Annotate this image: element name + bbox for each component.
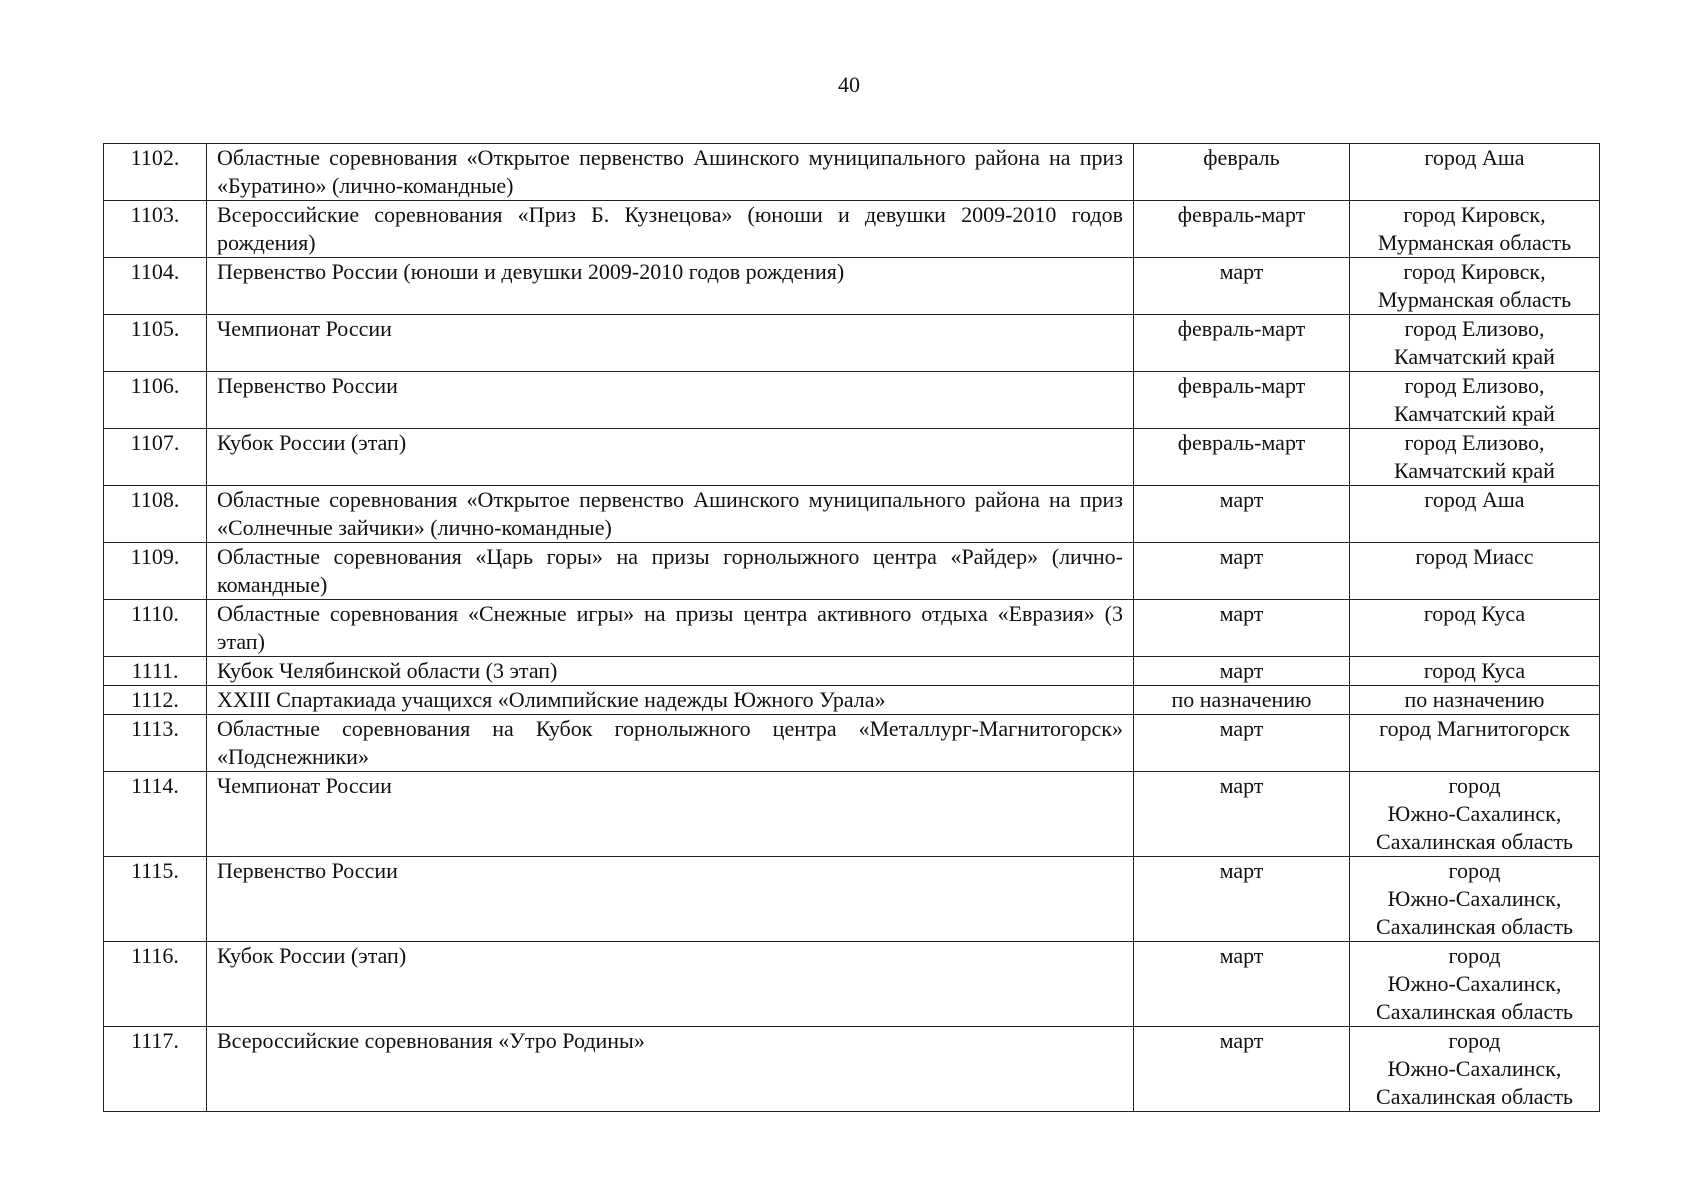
place-line: Сахалинская область <box>1376 914 1573 939</box>
place-line: Камчатский край <box>1394 344 1555 369</box>
event-name: Областные соревнования «Открытое первенство Ашинского муниципального района на приз «Буратино» (лично-командные) <box>207 144 1134 201</box>
place-line: Южно-Сахалинск, <box>1387 886 1562 911</box>
event-place <box>1350 600 1600 657</box>
event-place <box>1350 429 1600 486</box>
event-dates: март <box>1134 715 1350 772</box>
table-row <box>104 486 1600 543</box>
row-number: 1105. <box>104 315 207 372</box>
place-line: город Аша <box>1424 145 1525 170</box>
table-row <box>104 857 1600 942</box>
table-row <box>104 772 1600 857</box>
place-line: город Елизово, <box>1404 373 1545 398</box>
event-name: Областные соревнования «Царь горы» на призы горнолыжного центра «Райдер» (лично-командные) <box>207 543 1134 600</box>
place-line: Мурманская область <box>1377 230 1572 255</box>
row-number: 1114. <box>104 772 207 857</box>
event-name: Первенство России <box>207 857 1134 942</box>
event-dates: март <box>1134 772 1350 857</box>
place-line: город Кировск, <box>1403 259 1546 284</box>
event-place <box>1350 258 1600 315</box>
place-line: Сахалинская область <box>1376 999 1573 1024</box>
event-name: Всероссийские соревнования «Утро Родины» <box>207 1027 1134 1112</box>
event-dates: март <box>1134 657 1350 686</box>
event-dates: март <box>1134 1027 1350 1112</box>
event-name: Первенство России (юноши и девушки 2009-2010 годов рождения) <box>207 258 1134 315</box>
event-dates: февраль-март <box>1134 201 1350 258</box>
event-place <box>1350 315 1600 372</box>
event-dates: февраль-март <box>1134 315 1350 372</box>
table-row <box>104 315 1600 372</box>
event-place <box>1350 372 1600 429</box>
place-line: город Кировск, <box>1403 202 1546 227</box>
place-line: Сахалинская область <box>1376 829 1573 854</box>
place-line: город Миасс <box>1415 544 1534 569</box>
table-row <box>104 429 1600 486</box>
place-line: город Магнитогорск <box>1379 716 1570 741</box>
table-row <box>104 1027 1600 1112</box>
row-number: 1106. <box>104 372 207 429</box>
event-name: Кубок России (этап) <box>207 429 1134 486</box>
table-row <box>104 715 1600 772</box>
row-number: 1109. <box>104 543 207 600</box>
event-place <box>1350 543 1600 600</box>
event-name: Кубок Челябинской области (3 этап) <box>207 657 1134 686</box>
event-place <box>1350 686 1600 715</box>
row-number: 1107. <box>104 429 207 486</box>
event-dates: март <box>1134 543 1350 600</box>
place-line: Камчатский край <box>1394 401 1555 426</box>
event-place <box>1350 715 1600 772</box>
row-number: 1113. <box>104 715 207 772</box>
table-row <box>104 657 1600 686</box>
event-dates: март <box>1134 942 1350 1027</box>
event-dates: февраль <box>1134 144 1350 201</box>
place-line: Мурманская область <box>1377 287 1572 312</box>
event-place <box>1350 772 1600 857</box>
event-name: Первенство России <box>207 372 1134 429</box>
place-line: город <box>1448 773 1501 798</box>
table-row <box>104 144 1600 201</box>
event-name: Кубок России (этап) <box>207 942 1134 1027</box>
place-line: город <box>1448 943 1501 968</box>
place-line: по назначению <box>1404 687 1545 712</box>
event-place <box>1350 942 1600 1027</box>
event-dates: февраль-март <box>1134 429 1350 486</box>
table-row <box>104 942 1600 1027</box>
event-dates: март <box>1134 600 1350 657</box>
row-number: 1103. <box>104 201 207 258</box>
event-place <box>1350 201 1600 258</box>
place-line: город Куса <box>1423 601 1526 626</box>
place-line: Южно-Сахалинск, <box>1387 801 1562 826</box>
event-name: Всероссийские соревнования «Приз Б. Кузнецова» (юноши и девушки 2009-2010 годов рождения) <box>207 201 1134 258</box>
row-number: 1116. <box>104 942 207 1027</box>
row-number: 1115. <box>104 857 207 942</box>
row-number: 1104. <box>104 258 207 315</box>
place-line: Сахалинская область <box>1376 1084 1573 1109</box>
event-name: Областные соревнования «Снежные игры» на призы центра активного отдыха «Евразия» (3 этап) <box>207 600 1134 657</box>
table-row <box>104 543 1600 600</box>
row-number: 1111. <box>104 657 207 686</box>
table-row <box>104 258 1600 315</box>
row-number: 1110. <box>104 600 207 657</box>
event-place <box>1350 1027 1600 1112</box>
place-line: город Аша <box>1424 487 1525 512</box>
event-name: Областные соревнования на Кубок горнолыжного центра «Металлург-Магнитогорск» «Подснежники» <box>207 715 1134 772</box>
row-number: 1112. <box>104 686 207 715</box>
place-line: город <box>1448 858 1501 883</box>
event-name: Чемпионат России <box>207 315 1134 372</box>
table-row <box>104 372 1600 429</box>
event-name: Чемпионат России <box>207 772 1134 857</box>
event-dates: по назначению <box>1134 686 1350 715</box>
place-line: город <box>1448 1028 1501 1053</box>
event-dates: март <box>1134 857 1350 942</box>
place-line: Камчатский край <box>1394 458 1555 483</box>
events-table-body <box>104 144 1600 1112</box>
place-line: город Елизово, <box>1404 430 1545 455</box>
page-number: 40 <box>838 72 860 97</box>
place-line: город Елизово, <box>1404 316 1545 341</box>
event-dates: март <box>1134 258 1350 315</box>
place-line: город Куса <box>1423 658 1526 683</box>
row-number: 1108. <box>104 486 207 543</box>
event-dates: февраль-март <box>1134 372 1350 429</box>
table-row <box>104 201 1600 258</box>
event-place <box>1350 486 1600 543</box>
table-row <box>104 686 1600 715</box>
row-number: 1117. <box>104 1027 207 1112</box>
event-dates: март <box>1134 486 1350 543</box>
event-place <box>1350 144 1600 201</box>
place-line: Южно-Сахалинск, <box>1387 1056 1562 1081</box>
events-table <box>103 143 1600 1112</box>
event-place <box>1350 857 1600 942</box>
event-name: Областные соревнования «Открытое первенство Ашинского муниципального района на приз «Солнечные зайчики» (лично-командные) <box>207 486 1134 543</box>
row-number: 1102. <box>104 144 207 201</box>
event-name: XXIII Спартакиада учащихся «Олимпийские надежды Южного Урала» <box>207 686 1134 715</box>
event-place <box>1350 657 1600 686</box>
place-line: Южно-Сахалинск, <box>1387 971 1562 996</box>
table-row <box>104 600 1600 657</box>
